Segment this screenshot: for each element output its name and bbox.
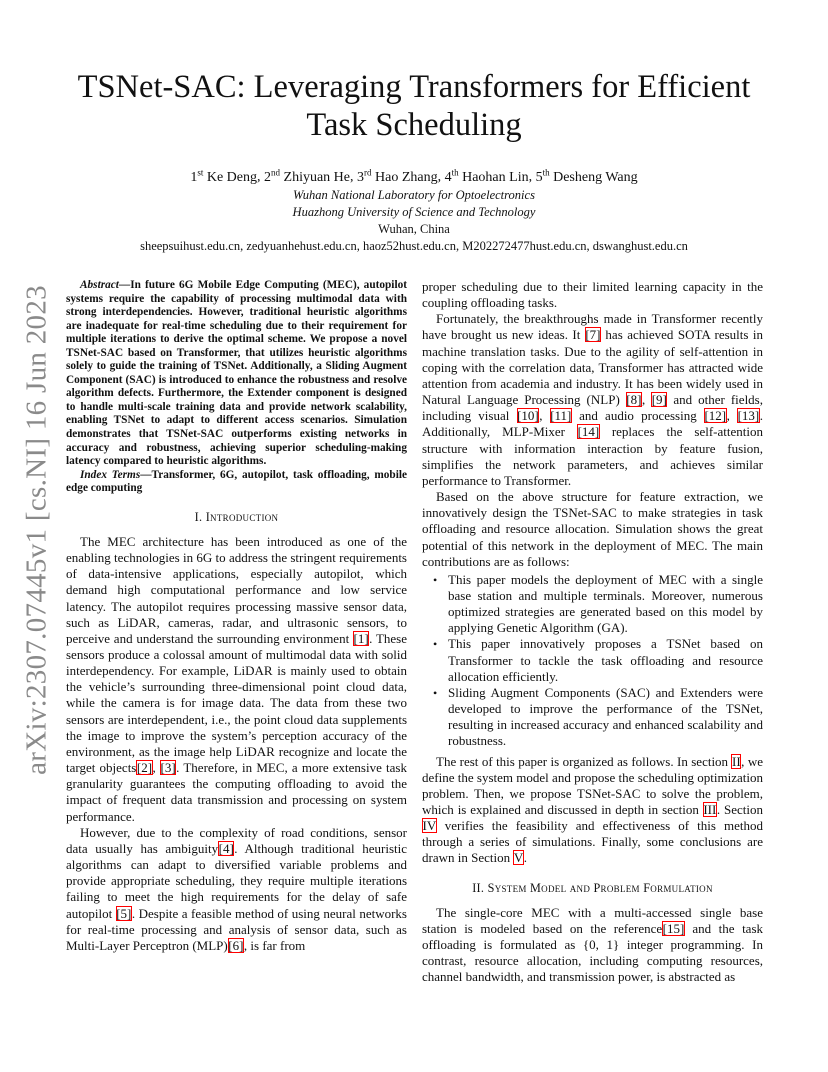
paragraph: The rest of this paper is organized as follows. In section II, we define the system model and propose the scheduling optimization problem. Then, we propose TSNet-SAC to solve the problem, which is explained and discussed in depth in section III. Section IV verifies the feasibility and effectiveness of this method through a series of simulations. Finally, some conclusions are drawn in Section V. [422, 753, 763, 866]
right-column [422, 279, 763, 986]
list-item: • This paper models the deployment of MEC with a single base station and multiple terminals. Moreover, numerous optimized strategies are generated based on this model by applying Genetic Algorithm (GA). [433, 571, 763, 636]
author-block [75, 163, 753, 255]
author: 1st Ke Deng [190, 167, 258, 185]
paragraph: The single-core MEC with a multi-accessed single base station is modeled based on the reference[15] and the task offloading is formulated as {0, 1} integer programming. In contrast, resource allocation, including computing resources, channel bandwidth, and transmission power, is abstracted as [422, 904, 764, 985]
section-heading-system-model: II. System Model and Problem Formulation [472, 880, 713, 895]
list-item: • Sliding Augment Components (SAC) and Extenders were developed to improve the performance of the TSNet, resulting in increased accuracy and enhanced scalability and robustness. [433, 684, 763, 749]
paper-title [75, 68, 753, 144]
citation-link[interactable]: [15] [662, 920, 685, 936]
affiliation-university: Huazhong University of Science and Technology [292, 204, 536, 219]
bullet-icon: • [433, 685, 438, 700]
citation-link[interactable]: [13] [737, 408, 760, 424]
bullet-icon: • [433, 637, 438, 652]
arxiv-sidebar [0, 0, 75, 1072]
citation-link[interactable]: [7] [585, 327, 601, 343]
citation-link[interactable]: [10] [517, 408, 539, 424]
author: 5th Desheng Wang [535, 167, 638, 185]
citation-link[interactable]: [3] [160, 760, 176, 776]
section-link[interactable]: II [731, 753, 741, 769]
paragraph: Fortunately, the breakthroughs made in Transformer recently have brought us new ideas. It [7] has achieved SOTA results in machine translation tasks. Due to the agility of self-attention in coping with the correlation data, Transformer has attracted wide attention from academia and industry. It has been widely used in Natural Language Processing (NLP) [8], [9] and other fields, including visual [10], [11] and audio processing [12], [13]. Additionally, MLP-Mixer [14] replaces the self-attention structure with information interaction by feature fusion, simplifies the network parameters, and achieves similar performance to Transformer. [422, 311, 763, 488]
citation-link[interactable]: [5] [116, 905, 132, 921]
title-line-2: Task Scheduling [306, 107, 522, 143]
citation-link[interactable]: [9] [651, 392, 667, 408]
paragraph: proper scheduling due to their limited learning capacity in the coupling offloading tasks. [422, 279, 763, 311]
title-line-1: TSNet-SAC: Leveraging Transformers for Efficient [77, 69, 751, 105]
contribution-list [422, 572, 763, 750]
citation-link[interactable]: [14] [577, 424, 600, 440]
paragraph: The MEC architecture has been introduced as one of the enabling technologies in 6G to address the stringent requirements of data-intensive applications, especially autopilot, which demand high computational performance and low service latency. The autopilot requires processing massive sensor data, such as LiDAR, cameras, radar, and ultrasonic sensors, to perceive and understand the surrounding environment [1]. These sensors produce a colossal amount of multimodal data with solid interdependency. For example, LiDAR is mainly used to obtain the vehicle’s surrounding three-dimensional point cloud data, while the camera is for image data. The data from these two sensors are interdependent, i.e., the point cloud data supplements the image to improve the system’s perception accuracy of the environment, as the image help LiDAR recognize and locate the target objects[2], [3]. Therefore, in MEC, a more extensive task granularity guarantees the computing offloading to avoid the impact of frequent data transmission and processing on system performance. [66, 533, 407, 824]
left-column [66, 279, 407, 954]
citation-link[interactable]: [11] [550, 408, 572, 424]
author-list: 1st Ke Deng, 2nd Zhiyuan He, 3rd Hao Zhang, 4th Haohan Lin, 5th Desheng Wang [190, 167, 638, 185]
citation-link[interactable]: [6] [228, 937, 244, 953]
author: 2nd Zhiyuan He [264, 167, 350, 185]
author: 3rd Hao Zhang [357, 167, 438, 185]
paragraph: However, due to the complexity of road conditions, sensor data usually has ambiguity[4]. Although traditional heuristic algorithms can adapt to diversified variable problems and provide appropriate scheduling, they require multiple iterations failing to meet the high requirements for the delay of safe autopilot [5]. Despite a feasible method of using neural networks for real-time processing and analysis of sensor data, such as Multi-Layer Perceptron (MLP)[6], is far from [66, 824, 407, 953]
section-heading-introduction: I. Introduction [194, 509, 279, 524]
section-link[interactable]: V [513, 850, 524, 866]
citation-link[interactable]: [8] [626, 392, 642, 408]
abstract: Abstract—In future 6G Mobile Edge Computing (MEC), autopilot systems require the capability of processing multimodal data with strong interdependencies. However, traditional heuristic algorithms are inadequate for real-time scheduling due to their requirement for multiple iterations to derive the optimal scheme. We propose a novel TSNet-SAC based on Transformer, that utilizes heuristic algorithms solely to guide the training of TSNet. Additionally, a Sliding Augment Component (SAC) is introduced to enhance the robustness and resolve algorithm defects. Furthermore, the Extender component is designed to handle multi-scale training data and provide network scalability, enabling TSNet to adapt to different access scenarios. Simulation demonstrates that TSNet-SAC outperforms existing networks in accuracy and robustness, achieving superior scheduling-making latency compared to heuristic algorithms. [66, 279, 407, 468]
index-terms: Index Terms—Transformer, 6G, autopilot, task offloading, mobile edge computing [66, 468, 407, 495]
affiliation-lab: Wuhan National Laboratory for Optoelectronics [293, 187, 535, 202]
bullet-icon: • [433, 572, 438, 587]
paragraph: Based on the above structure for feature extraction, we innovatively design the TSNet-SAC to make strategies in task offloading and resource allocation. Simulation shows the great potential of this network in the deployment of MEC. The main contributions are as follows: [422, 489, 763, 569]
author: 4th Haohan Lin [444, 167, 529, 185]
citation-link[interactable]: [2] [136, 760, 153, 776]
affiliation-city: Wuhan, China [378, 221, 450, 236]
citation-link[interactable]: [12] [704, 408, 727, 424]
citation-link[interactable]: [4] [218, 840, 234, 856]
list-item: • This paper innovatively proposes a TSNet based on Transformer to tackle the task offloading and resource allocation efficiently. [433, 636, 763, 684]
section-link[interactable]: III [703, 802, 717, 817]
author-emails: sheepsuihust.edu.cn, zedyuanhehust.edu.cn, haoz52hust.edu.cn, M202272477hust.edu.cn, dswanghust.edu.cn [140, 238, 688, 253]
arxiv-identifier: arXiv:2307.07445v1 [cs.NI] 16 Jun 2023 [20, 285, 53, 775]
citation-link[interactable]: [1] [353, 630, 369, 646]
section-link[interactable]: IV [422, 818, 437, 834]
